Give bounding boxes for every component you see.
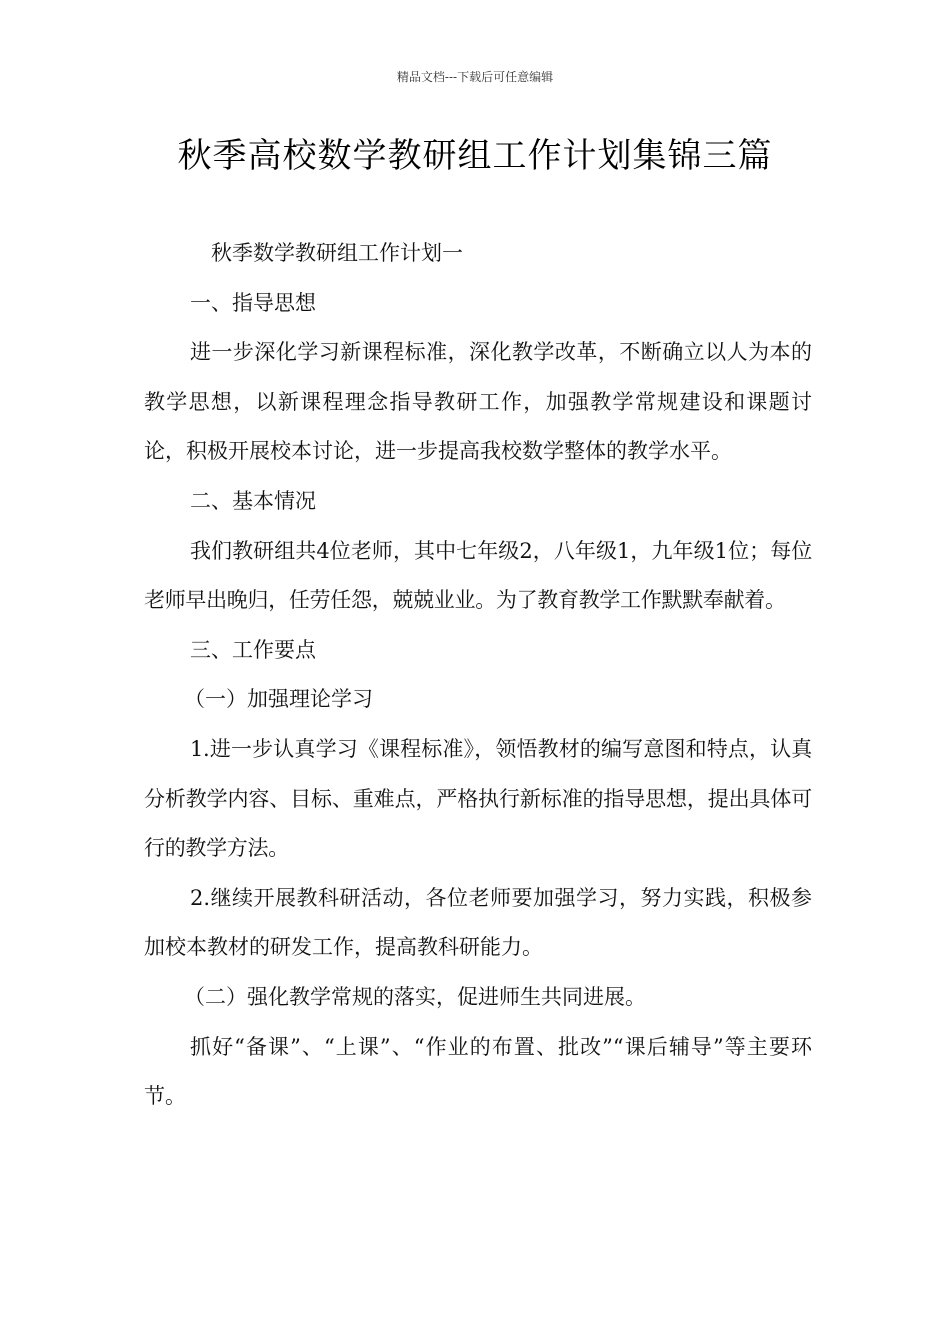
paragraph: 我们教研组共4位老师，其中七年级2，八年级1，九年级1位；每位老师早出晚归，任劳任怨，兢兢业业。为了教育教学工作默默奉献着。 [144,538,812,613]
section-heading: 一、指导思想 [190,290,316,315]
document-title: 秋季高校数学教研组工作计划集锦三篇 [177,136,773,176]
subsection-heading: （一）加强理论学习 [184,687,373,712]
section-heading: 三、工作要点 [190,637,316,662]
document-body [144,229,812,1122]
paragraph: 进一步深化学习新课程标准，深化教学改革，不断确立以人为本的教学思想，以新课程理念指导教研工作，加强教学常规建设和课题讨论，积极开展校本讨论，进一步提高我校数学整体的教学水平。 [144,340,812,464]
paragraph: 2.继续开展教科研活动，各位老师要加强学习，努力实践，积极参加校本教材的研发工作，提高教科研能力。 [144,885,812,960]
paragraph: 1.进一步认真学习《课程标准》，领悟教材的编写意图和特点，认真分析教学内容、目标、重难点，严格执行新标准的指导思想，提出具体可行的教学方法。 [144,736,812,861]
subsection-heading: （二）强化教学常规的落实，促进师生共同进展。 [184,984,646,1009]
plan-subtitle: 秋季数学教研组工作计划一 [211,241,463,265]
section-heading: 二、基本情况 [190,488,316,513]
header-note: 精品文档---下载后可任意编辑 [396,70,554,84]
paragraph: 抓好“备课”、“上课”、“作业的布置、批改”“课后辅导”等主要环节。 [144,1034,812,1109]
